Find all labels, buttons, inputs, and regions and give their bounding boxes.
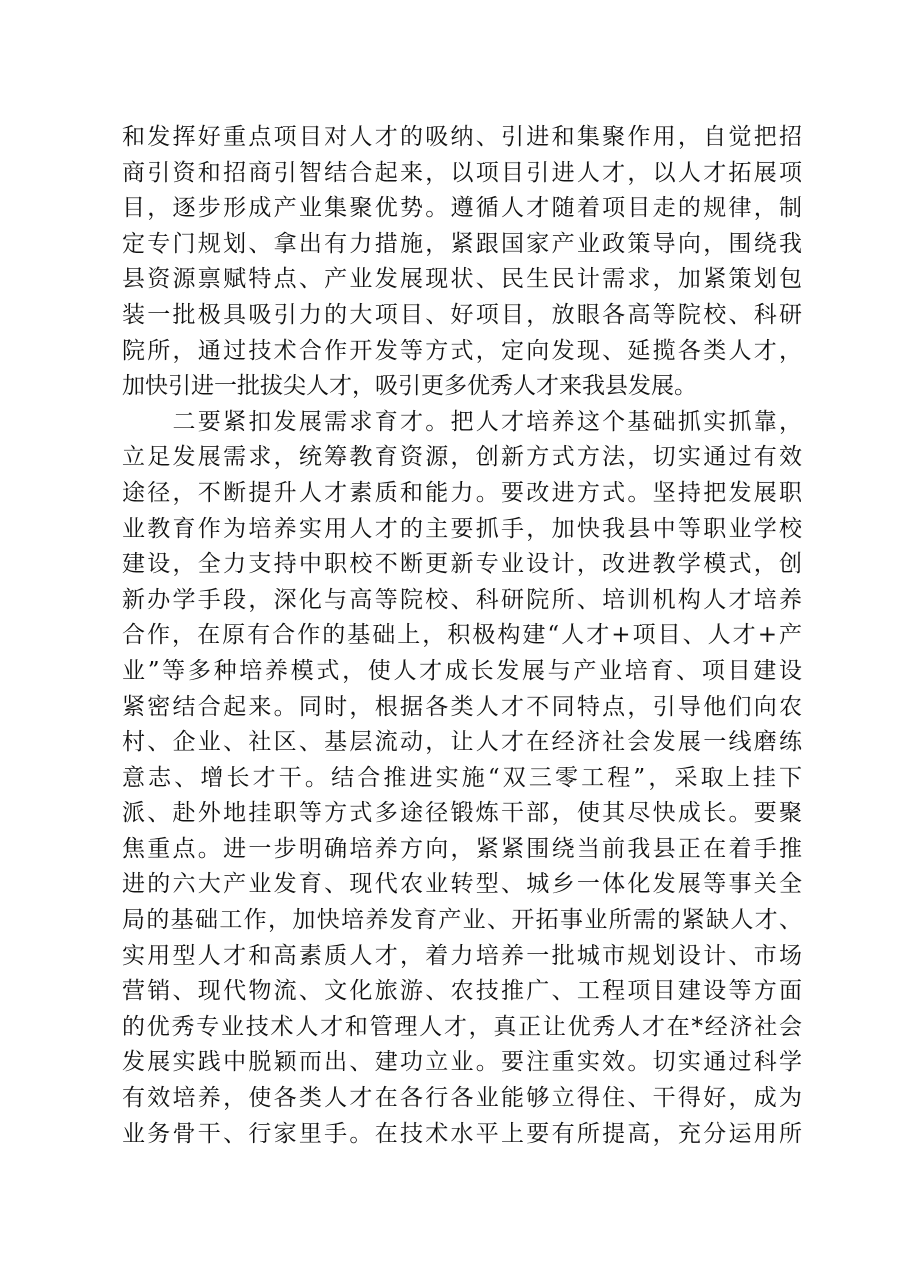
text-line: 加快引进一批拔尖人才，吸引更多优秀人才来我县发展。 xyxy=(122,373,697,400)
text-line: 派、赴外地挂职等方式多途径锻炼干部，使其尽快成长。要聚 xyxy=(122,800,802,827)
text-line: 意志、增长才干。结合推进实施“双三零工程”，采取上挂下 xyxy=(122,764,802,791)
text-line: 目，逐步形成产业集聚优势。遵循人才随着项目走的规律，制 xyxy=(122,195,802,222)
text-line: 新办学手段，深化与高等院校、科研院所、培训机构人才培养 xyxy=(122,586,802,613)
text-line: 紧密结合起来。同时，根据各类人才不同特点，引导他们向农 xyxy=(122,693,802,720)
text-line: 院所，通过技术合作开发等方式，定向发现、延揽各类人才， xyxy=(122,337,802,364)
text-line: 业务骨干、行家里手。在技术水平上要有所提高，充分运用所 xyxy=(122,1120,802,1147)
text-line: 建设，全力支持中职校不断更新专业设计，改进教学模式，创 xyxy=(122,551,802,578)
text-line: 商引资和招商引智结合起来，以项目引进人才，以人才拓展项 xyxy=(122,159,802,186)
text-line: 进的六大产业发育、现代农业转型、城乡一体化发展等事关全 xyxy=(122,871,802,898)
paragraph-start-line: 二要紧扣发展需求育才。把人才培养这个基础抓实抓靠， xyxy=(122,408,802,435)
text-line: 局的基础工作，加快培养发育产业、开拓事业所需的紧缺人才、 xyxy=(122,907,802,934)
text-line: 业教育作为培养实用人才的主要抓手，加快我县中等职业学校 xyxy=(122,515,802,542)
text-line: 营销、现代物流、文化旅游、农技推广、工程项目建设等方面 xyxy=(122,978,802,1005)
text-line: 立足发展需求，统筹教育资源，创新方式方法，切实通过有效 xyxy=(122,444,802,471)
body-text xyxy=(122,120,802,1152)
text-line: 发展实践中脱颖而出、建功立业。要注重实效。切实通过科学 xyxy=(122,1049,802,1076)
text-line: 装一批极具吸引力的大项目、好项目，放眼各高等院校、科研 xyxy=(122,301,802,328)
text-line: 焦重点。进一步明确培养方向，紧紧围绕当前我县正在着手推 xyxy=(122,835,802,862)
text-line: 和发挥好重点项目对人才的吸纳、引进和集聚作用，自觉把招 xyxy=(122,124,802,150)
text-line: 实用型人才和高素质人才，着力培养一批城市规划设计、市场 xyxy=(122,942,802,969)
text-line: 业”等多种培养模式，使人才成长发展与产业培育、项目建设 xyxy=(122,657,802,684)
text-line: 途径，不断提升人才素质和能力。要改进方式。坚持把发展职 xyxy=(122,479,802,506)
text-line: 有效培养，使各类人才在各行各业能够立得住、干得好，成为 xyxy=(122,1085,802,1112)
text-line: 县资源禀赋特点、产业发展现状、民生民计需求，加紧策划包 xyxy=(122,266,802,293)
text-line: 的优秀专业技术人才和管理人才，真正让优秀人才在*经济社会 xyxy=(122,1013,802,1040)
text-line: 合作，在原有合作的基础上，积极构建“人才+项目、人才+产 xyxy=(122,622,802,649)
text-line: 定专门规划、拿出有力措施，紧跟国家产业政策导向，围绕我 xyxy=(122,230,802,257)
text-line: 村、企业、社区、基层流动，让人才在经济社会发展一线磨练 xyxy=(122,729,802,756)
